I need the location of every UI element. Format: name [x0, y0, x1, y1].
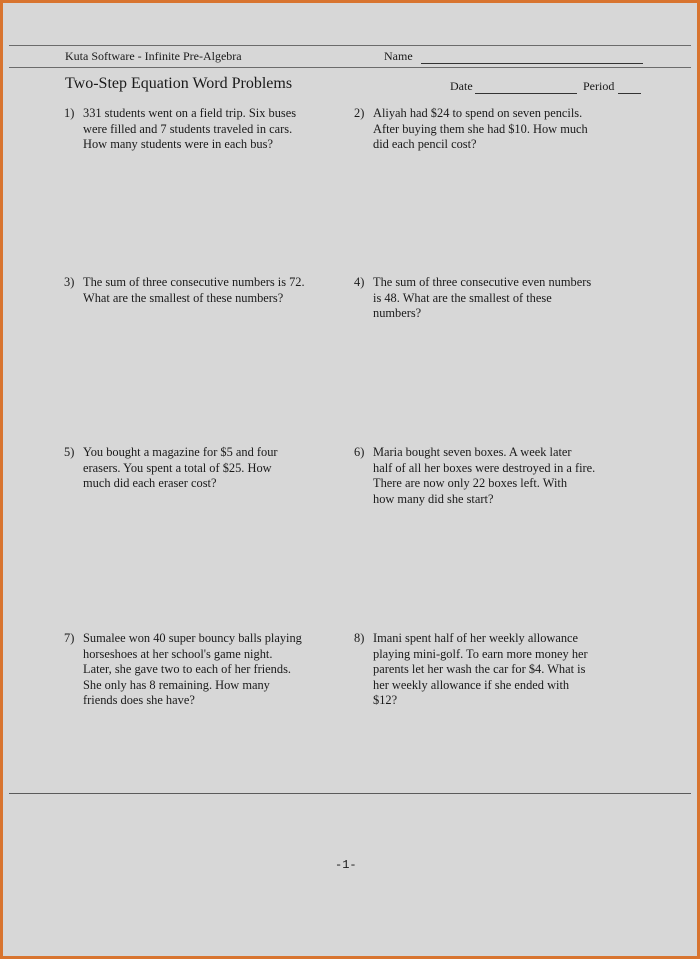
- problem-2: [354, 106, 644, 153]
- header-rule: [9, 67, 691, 68]
- problem-4: [354, 275, 644, 322]
- software-label: Kuta Software - Infinite Pre-Algebra: [65, 49, 242, 63]
- problem-text: You bought a magazine for $5 and four erasers. You spent a total of $25. How much did each eraser cost?: [83, 445, 278, 491]
- worksheet-title: Two-Step Equation Word Problems: [65, 75, 293, 92]
- problem-text: Maria bought seven boxes. A week later half of all her boxes were destroyed in a fire. There are now only 22 boxes left. With how many did she start?: [373, 445, 596, 506]
- problem-text: The sum of three consecutive numbers is 72. What are the smallest of these numbers?: [83, 275, 305, 305]
- problem-5: [64, 445, 322, 492]
- period-label: Period: [583, 79, 615, 93]
- problem-6: [354, 445, 644, 507]
- problem-7: [64, 631, 332, 709]
- problem-number: 7): [64, 631, 75, 645]
- page-number: -1-: [335, 858, 357, 872]
- problem-number: 5): [64, 445, 75, 459]
- problem-number: 1): [64, 106, 75, 120]
- problem-number: 6): [354, 445, 365, 459]
- problem-number: 2): [354, 106, 365, 120]
- header-top-row: [3, 45, 697, 65]
- name-label: Name: [384, 49, 413, 63]
- problem-text: 331 students went on a field trip. Six buses were filled and 7 students traveled in cars. How many students were in each bus?: [83, 106, 297, 152]
- problem-text: Aliyah had $24 to spend on seven pencils. After buying them she had $10. How much did each pencil cost?: [373, 106, 588, 152]
- problem-8: [354, 631, 644, 709]
- problem-number: 8): [354, 631, 365, 645]
- problem-1: [64, 106, 322, 153]
- problem-number: 3): [64, 275, 75, 289]
- period-blank-line: [618, 93, 641, 94]
- problem-text: The sum of three consecutive even numbers is 48. What are the smallest of these numbers?: [373, 275, 592, 321]
- problem-text: Imani spent half of her weekly allowance playing mini-golf. To earn more money her parents let her wash the car for $4. What is her weekly allowance if she ended with $12?: [373, 631, 588, 708]
- date-blank-line: [475, 93, 577, 94]
- name-blank-line: [421, 63, 643, 64]
- date-label: Date: [450, 79, 473, 93]
- problem-text: Sumalee won 40 super bouncy balls playing horseshoes at her school's game night. Later, she gave two to each of her friends. She only has 8 remaining. How many friends does she have?: [83, 631, 302, 708]
- problem-3: [64, 275, 322, 306]
- problem-number: 4): [354, 275, 365, 289]
- footer-rule: [9, 793, 691, 794]
- worksheet-page: [3, 3, 697, 956]
